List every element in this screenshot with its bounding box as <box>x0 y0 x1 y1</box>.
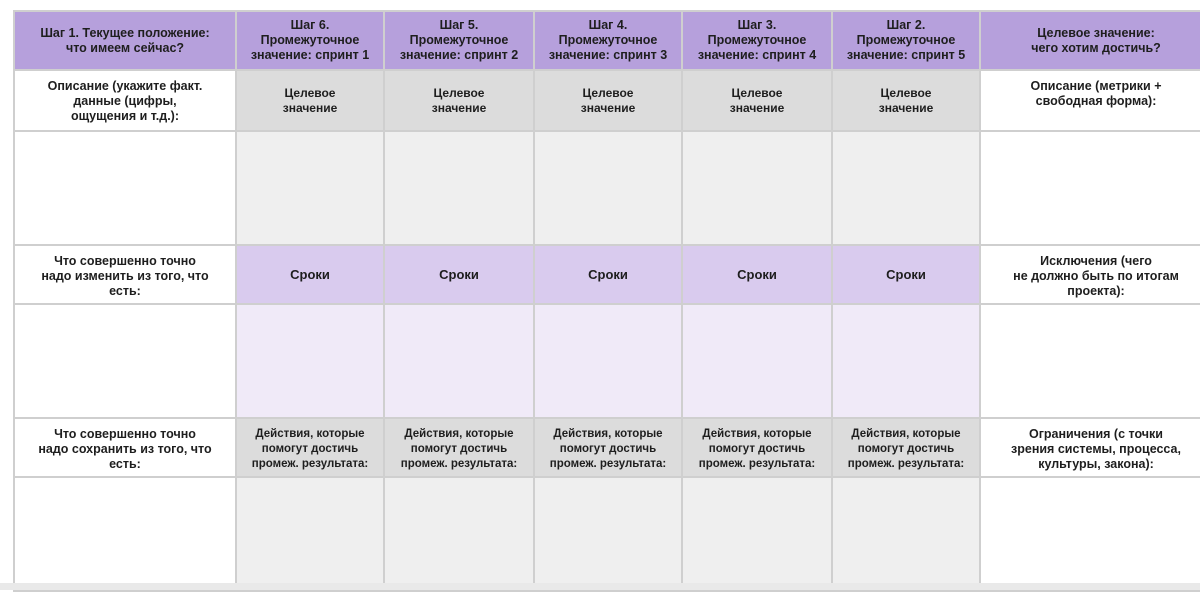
input-cell-deadlines-4[interactable] <box>683 305 831 417</box>
input-cell-target-description[interactable] <box>981 132 1200 244</box>
label-must-keep: Что совершенно точно надо сохранить из того, что есть: <box>15 419 235 476</box>
input-cell-constraints[interactable] <box>981 478 1200 590</box>
label-actions-5: Действия, которые помогут достичь промеж. результата: <box>833 419 979 476</box>
label-constraints: Ограничения (с точки зрения системы, процесса, культуры, закона): <box>981 419 1200 476</box>
label-deadlines-5: Сроки <box>833 246 979 303</box>
header-sprint-1: Шаг 6. Промежуточное значение: спринт 1 <box>237 12 383 69</box>
label-deadlines-1: Сроки <box>237 246 383 303</box>
input-cell-deadlines-1[interactable] <box>237 305 383 417</box>
label-description-target: Описание (метрики + свободная форма): <box>981 71 1200 130</box>
bottom-divider <box>0 583 1200 590</box>
label-description-current: Описание (укажите факт. данные (цифры, ощущения и т.д.): <box>15 71 235 130</box>
input-cell-exclusions[interactable] <box>981 305 1200 417</box>
label-target-value-1: Целевое значение <box>237 71 383 130</box>
label-target-value-5: Целевое значение <box>833 71 979 130</box>
input-cell-target-value-1[interactable] <box>237 132 383 244</box>
label-must-change: Что совершенно точно надо изменить из того, что есть: <box>15 246 235 303</box>
label-target-value-3: Целевое значение <box>535 71 681 130</box>
label-target-value-2: Целевое значение <box>385 71 533 130</box>
label-actions-4: Действия, которые помогут достичь промеж. результата: <box>683 419 831 476</box>
label-exclusions: Исключения (чего не должно быть по итогам проекта): <box>981 246 1200 303</box>
input-cell-target-value-3[interactable] <box>535 132 681 244</box>
header-sprint-2: Шаг 5. Промежуточное значение: спринт 2 <box>385 12 533 69</box>
header-target: Целевое значение: чего хотим достичь? <box>981 12 1200 69</box>
input-cell-actions-5[interactable] <box>833 478 979 590</box>
label-deadlines-3: Сроки <box>535 246 681 303</box>
label-actions-3: Действия, которые помогут достичь промеж. результата: <box>535 419 681 476</box>
header-sprint-3: Шаг 4. Промежуточное значение: спринт 3 <box>535 12 681 69</box>
input-cell-target-value-2[interactable] <box>385 132 533 244</box>
input-cell-deadlines-5[interactable] <box>833 305 979 417</box>
input-cell-current-description[interactable] <box>15 132 235 244</box>
input-cell-must-keep[interactable] <box>15 478 235 590</box>
input-cell-deadlines-2[interactable] <box>385 305 533 417</box>
label-target-value-4: Целевое значение <box>683 71 831 130</box>
input-cell-actions-2[interactable] <box>385 478 533 590</box>
input-cell-target-value-5[interactable] <box>833 132 979 244</box>
input-cell-actions-1[interactable] <box>237 478 383 590</box>
label-actions-2: Действия, которые помогут достичь промеж. результата: <box>385 419 533 476</box>
header-current-state: Шаг 1. Текущее положение: что имеем сейчас? <box>15 12 235 69</box>
planning-table <box>13 10 1200 592</box>
label-actions-1: Действия, которые помогут достичь промеж. результата: <box>237 419 383 476</box>
header-sprint-5: Шаг 2. Промежуточное значение: спринт 5 <box>833 12 979 69</box>
input-cell-must-change[interactable] <box>15 305 235 417</box>
header-sprint-4: Шаг 3. Промежуточное значение: спринт 4 <box>683 12 831 69</box>
label-deadlines-2: Сроки <box>385 246 533 303</box>
input-cell-actions-4[interactable] <box>683 478 831 590</box>
input-cell-target-value-4[interactable] <box>683 132 831 244</box>
input-cell-deadlines-3[interactable] <box>535 305 681 417</box>
input-cell-actions-3[interactable] <box>535 478 681 590</box>
label-deadlines-4: Сроки <box>683 246 831 303</box>
